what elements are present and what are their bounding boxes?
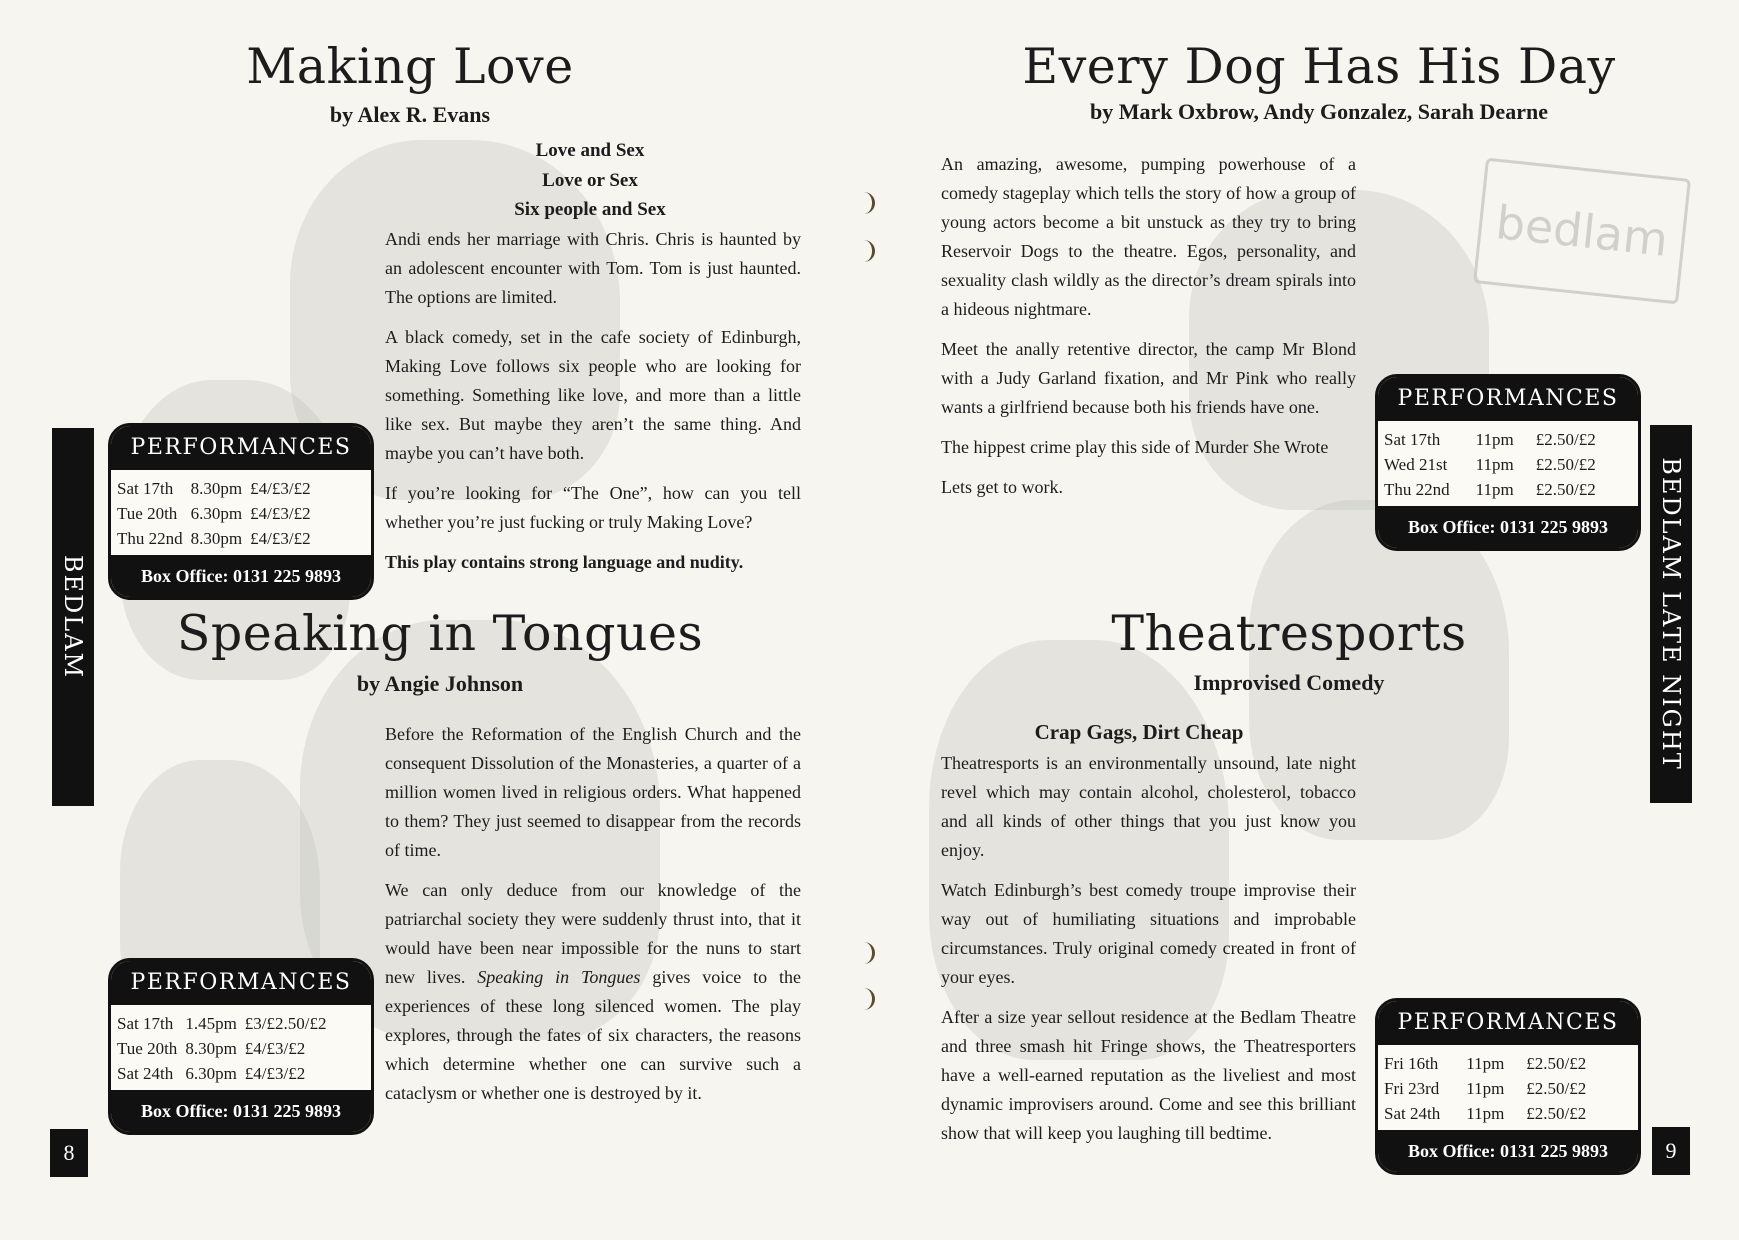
speaking-in-tongues-body <box>385 720 801 1119</box>
perf-price: £4/£3/£2 <box>250 503 311 523</box>
table-row <box>1384 477 1604 502</box>
perf-price: £3/£2.50/£2 <box>244 1013 327 1033</box>
right-page <box>869 0 1739 1240</box>
table-row <box>117 1011 335 1036</box>
speaking-in-tongues-byline: by Angie Johnson <box>356 671 524 696</box>
performances-table <box>1384 427 1604 502</box>
paragraph: After a size year sellout residence at the Bedlam Theatre and three smash hit Fringe shows, the Theatresporters have a well-earned reputation as the liveliest and most dynamic improvisers around. Come and see this brilliant show that will keep you laughing till bedtime. <box>941 1007 1356 1143</box>
theatresports-performances-box <box>1375 998 1641 1175</box>
paragraph: The hippest crime play this side of Murder She Wrote <box>941 437 1329 457</box>
paragraph: Lets get to work. <box>941 477 1063 497</box>
sign-text: bedlam <box>1493 195 1671 267</box>
page-number: 8 <box>50 1129 88 1177</box>
side-tab-label: BEDLAM <box>59 554 87 680</box>
performances-table <box>1384 1051 1594 1126</box>
box-office: Box Office: 0131 225 9893 <box>1378 1130 1638 1172</box>
box-office: Box Office: 0131 225 9893 <box>111 1090 371 1132</box>
theatresports-title: Theatresports <box>1111 605 1467 662</box>
perf-date: Fri 16th <box>1384 1053 1439 1073</box>
making-love-performances-box <box>108 423 374 600</box>
every-dog-title: Every Dog Has His Day <box>1022 38 1616 95</box>
theatresports-byline: Improvised Comedy <box>1193 670 1385 695</box>
perf-price: £2.50/£2 <box>1535 429 1596 449</box>
table-row <box>1384 1101 1594 1126</box>
side-tab-label: BEDLAM LATE NIGHT <box>1657 457 1685 771</box>
play-title-italic: Speaking in Tongues <box>477 967 641 987</box>
perf-date: Sat 17th <box>117 1013 174 1033</box>
box-office: Box Office: 0131 225 9893 <box>1378 506 1638 548</box>
perf-time: 11pm <box>1466 1078 1505 1098</box>
perf-time: 11pm <box>1466 1053 1505 1073</box>
perf-time: 6.30pm <box>185 1063 237 1083</box>
perf-date: Thu 22nd <box>117 528 183 548</box>
speaking-in-tongues-performances-box <box>108 958 374 1135</box>
tagline-line: Love or Sex <box>542 169 638 191</box>
making-love-taglines <box>440 136 740 225</box>
perf-time: 8.30pm <box>190 528 243 548</box>
text-run: We can only deduce from our knowledge of the patriarchal society they were suddenly thrust into, that it would have been near impossible for the nuns to start new lives. <box>385 880 801 987</box>
perf-time: 8.30pm <box>190 478 243 498</box>
perf-time: 8.30pm <box>185 1038 237 1058</box>
perf-date: Sat 24th <box>117 1063 174 1083</box>
performances-table <box>117 1011 335 1086</box>
perf-time: 11pm <box>1466 1103 1505 1123</box>
perf-date: Fri 23rd <box>1384 1078 1440 1098</box>
table-row <box>117 526 319 551</box>
paragraph: Andi ends her marriage with Chris. Chris is haunted by an adolescent encounter with Tom. Tom is just haunted. The options are limited. <box>385 229 801 307</box>
tagline-line: Six people and Sex <box>514 199 666 220</box>
tagline-line: Love and Sex <box>535 140 645 161</box>
perf-price: £2.50/£2 <box>1526 1078 1587 1098</box>
perf-date: Wed 21st <box>1384 454 1448 474</box>
perf-date: Sat 24th <box>1384 1103 1441 1123</box>
theatresports-body <box>941 749 1356 1159</box>
table-row <box>117 476 319 501</box>
every-dog-performances-box <box>1375 374 1641 551</box>
every-dog-byline: by Mark Oxbrow, Andy Gonzalez, Sarah Dearne <box>1090 99 1548 124</box>
table-row <box>1384 427 1604 452</box>
box-office: Box Office: 0131 225 9893 <box>111 555 371 597</box>
making-love-body <box>385 225 801 588</box>
paragraph: An amazing, awesome, pumping powerhouse of a comedy stageplay which tells the story of how a group of young actors become a bit unstuck as they try to bring Reservoir Dogs to the theatre. Egos, personality, and sexuality clash wildly as the director’s dream spirals into a hideous nightmare. <box>941 154 1356 319</box>
perf-price: £2.50/£2 <box>1526 1053 1587 1073</box>
every-dog-body <box>941 150 1356 513</box>
perf-date: Sat 17th <box>1384 429 1441 449</box>
performances-table <box>117 476 319 551</box>
performances-heading: PERFORMANCES <box>111 961 371 1005</box>
table-row <box>117 1061 335 1086</box>
paragraph: Meet the anally retentive director, the camp Mr Blond with a Judy Garland fixation, and Mr Pink who really wants a girlfriend because both his friends have one. <box>941 339 1356 417</box>
paragraph: Theatresports is an environmentally unsound, late night revel which may contain alcohol, cholesterol, tobacco and all kinds of other things that you just know you enjoy. <box>941 753 1356 860</box>
table-row <box>1384 1051 1594 1076</box>
making-love-byline: by Alex R. Evans <box>329 102 491 127</box>
perf-date: Thu 22nd <box>1384 479 1450 499</box>
paragraph: If you’re looking for “The One”, how can you tell whether you’re just fucking or truly Making Love? <box>385 483 801 532</box>
table-row <box>1384 1076 1594 1101</box>
perf-price: £4/£3/£2 <box>250 478 311 498</box>
perf-price: £4/£3/£2 <box>244 1063 306 1083</box>
left-page <box>0 0 869 1240</box>
performances-heading: PERFORMANCES <box>111 426 371 470</box>
perf-price: £2.50/£2 <box>1526 1103 1587 1123</box>
perf-time: 11pm <box>1475 429 1514 449</box>
perf-price: £4/£3/£2 <box>244 1038 306 1058</box>
page-number: 9 <box>1652 1127 1690 1175</box>
perf-price: £4/£3/£2 <box>250 528 311 548</box>
performances-heading: PERFORMANCES <box>1378 377 1638 421</box>
perf-time: 11pm <box>1475 479 1514 499</box>
paragraph: Before the Reformation of the English Church and the consequent Dissolution of the Monasteries, a quarter of a million women lived in religious orders. What happened to them? They just seemed to disappear from the records of time. <box>385 724 801 860</box>
table-row <box>117 501 319 526</box>
paragraph: A black comedy, set in the cafe society of Edinburgh, Making Love follows six people who are looking for something. Something like love, and more than a little like sex. But maybe they aren’t the same thing. And maybe you can’t have both. <box>385 327 801 463</box>
performances-heading: PERFORMANCES <box>1378 1001 1638 1045</box>
theatresports-tagline: Crap Gags, Dirt Cheap <box>1034 720 1244 744</box>
perf-time: 1.45pm <box>185 1013 237 1033</box>
side-tab-bedlam <box>52 428 94 806</box>
speaking-in-tongues-title: Speaking in Tongues <box>176 605 704 662</box>
table-row <box>1384 452 1604 477</box>
side-tab-bedlam-late-night <box>1650 425 1692 803</box>
perf-date: Sat 17th <box>117 478 174 498</box>
paragraph: Watch Edinburgh’s best comedy troupe improvise their way out of humiliating situations and improbable circumstances. Truly original comedy created in front of your eyes. <box>941 880 1356 987</box>
text-run: gives voice to the experiences of these long silenced women. The play explores, through the fates of six characters, the reasons which determine whether one can survive such a cataclysm or whether one is destroyed by it. <box>385 967 802 1103</box>
perf-date: Tue 20th <box>117 1038 178 1058</box>
perf-price: £2.50/£2 <box>1535 479 1596 499</box>
perf-time: 11pm <box>1475 454 1514 474</box>
perf-date: Tue 20th <box>117 503 178 523</box>
perf-price: £2.50/£2 <box>1535 454 1596 474</box>
content-warning: This play contains strong language and nudity. <box>385 552 744 572</box>
table-row <box>117 1036 335 1061</box>
perf-time: 6.30pm <box>190 503 243 523</box>
bedlam-sign-illustration <box>1473 158 1691 305</box>
paragraph <box>385 876 801 1108</box>
making-love-title: Making Love <box>246 38 574 95</box>
